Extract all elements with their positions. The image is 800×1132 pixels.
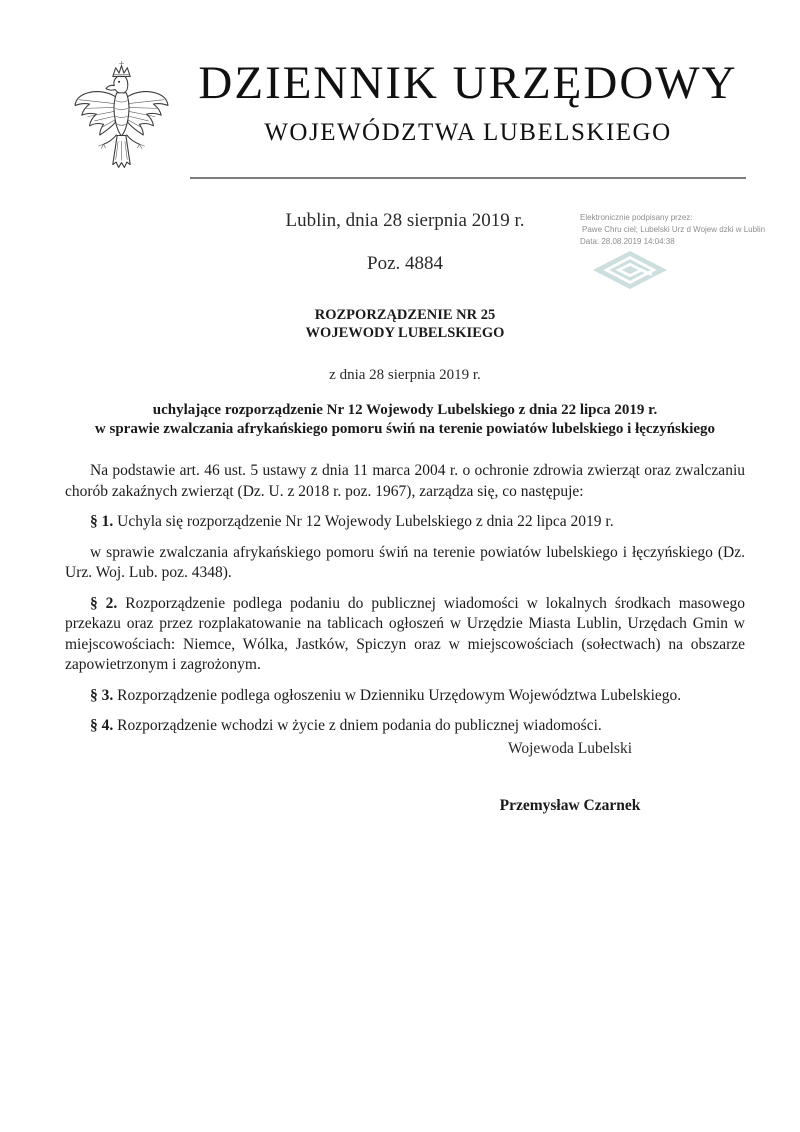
paragraph-4 — [65, 716, 745, 737]
esignature-date: Data: 28.08.2019 14:04:38 — [580, 237, 675, 246]
paragraph-1 — [65, 512, 745, 533]
polish-eagle-emblem — [73, 60, 170, 180]
journal-title: DZIENNIK URZĘDOWY — [198, 57, 738, 109]
paragraph-3-text: Rozporządzenie podlega ogłoszeniu w Dzienniku Urzędowym Województwa Lubelskiego. — [117, 686, 682, 704]
masthead — [190, 58, 746, 147]
act-subject-line1: uchylające rozporządzenie Nr 12 Wojewody Lubelskiego z dnia 22 lipca 2019 r. — [152, 402, 658, 418]
journal-subtitle: WOJEWÓDZTWA LUBELSKIEGO — [264, 119, 672, 146]
signer-name: Przemysław Czarnek — [499, 797, 641, 814]
paragraph-4-text: Rozporządzenie wchodzi w życie z dniem podania do publicznej wiadomości. — [117, 717, 602, 734]
act-type-line2: WOJEWODY LUBELSKIEGO — [305, 325, 505, 341]
paragraph-4-label: § 4. — [90, 717, 114, 734]
paragraph-1-continuation — [65, 543, 745, 584]
signature-block — [445, 740, 695, 815]
masthead-divider — [190, 177, 746, 179]
paragraph-1-label: § 1. — [90, 513, 114, 530]
paragraph-1-text: Uchyla się rozporządzenie Nr 12 Wojewody Lubelskiego z dnia 22 lipca 2019 r. — [117, 513, 614, 530]
paragraph-2 — [65, 594, 745, 676]
act-header — [65, 306, 745, 439]
document-body — [65, 461, 745, 747]
paragraph-2-text: Rozporządzenie podlega podaniu do publicznej wiadomości w lokalnych środkach masowego przekazu oraz przez rozplakatowanie na tablicach ogłoszeń w Urzędzie Miasta Lublin, Urzędach Gmin w miejscowościach: Niemce, Wólka, Jastków, Spiczyn oraz w miejscowościach (sołectwach) na obszarze zapowietrzonym i zagrożonym. — [65, 594, 746, 673]
esignature-seal-icon — [592, 250, 668, 290]
signer-role: Wojewoda Lubelski — [507, 740, 632, 757]
place-date-line: Lublin, dnia 28 sierpnia 2019 r. — [285, 210, 525, 231]
esignature-signer: Pawe Chru ciel; Lubelski Urz d Wojew dzki w Lublin — [582, 225, 766, 234]
esignature-stamp — [580, 212, 798, 290]
act-subject — [65, 401, 745, 439]
esignature-line1: Elektronicznie podpisany przez: — [580, 213, 693, 222]
position-number: Poz. 4884 — [367, 253, 443, 274]
act-type-line1: ROZPORZĄDZENIE NR 25 — [314, 307, 496, 323]
act-date-line: z dnia 28 sierpnia 2019 r. — [329, 367, 481, 383]
preamble-paragraph — [65, 461, 745, 502]
paragraph-3 — [65, 686, 745, 707]
paragraph-1-continuation-text: w sprawie zwalczania afrykańskiego pomoru świń na terenie powiatów lubelskiego i łęczyńskiego (Dz. Urz. Woj. Lub. poz. 4348). — [65, 543, 745, 581]
paragraph-2-label: § 2. — [90, 594, 118, 612]
preamble-text: Na podstawie art. 46 ust. 5 ustawy z dnia 11 marca 2004 r. o ochronie zdrowia zwierząt oraz zwalczaniu chorób zakaźnych zwierząt (Dz. U. z 2018 r. poz. 1967), zarządza się, co następuje: — [65, 462, 745, 500]
paragraph-3-label: § 3. — [90, 686, 114, 704]
act-subject-line2: w sprawie zwalczania afrykańskiego pomoru świń na terenie powiatów lubelskiego i łęczyńskiego — [94, 421, 716, 437]
